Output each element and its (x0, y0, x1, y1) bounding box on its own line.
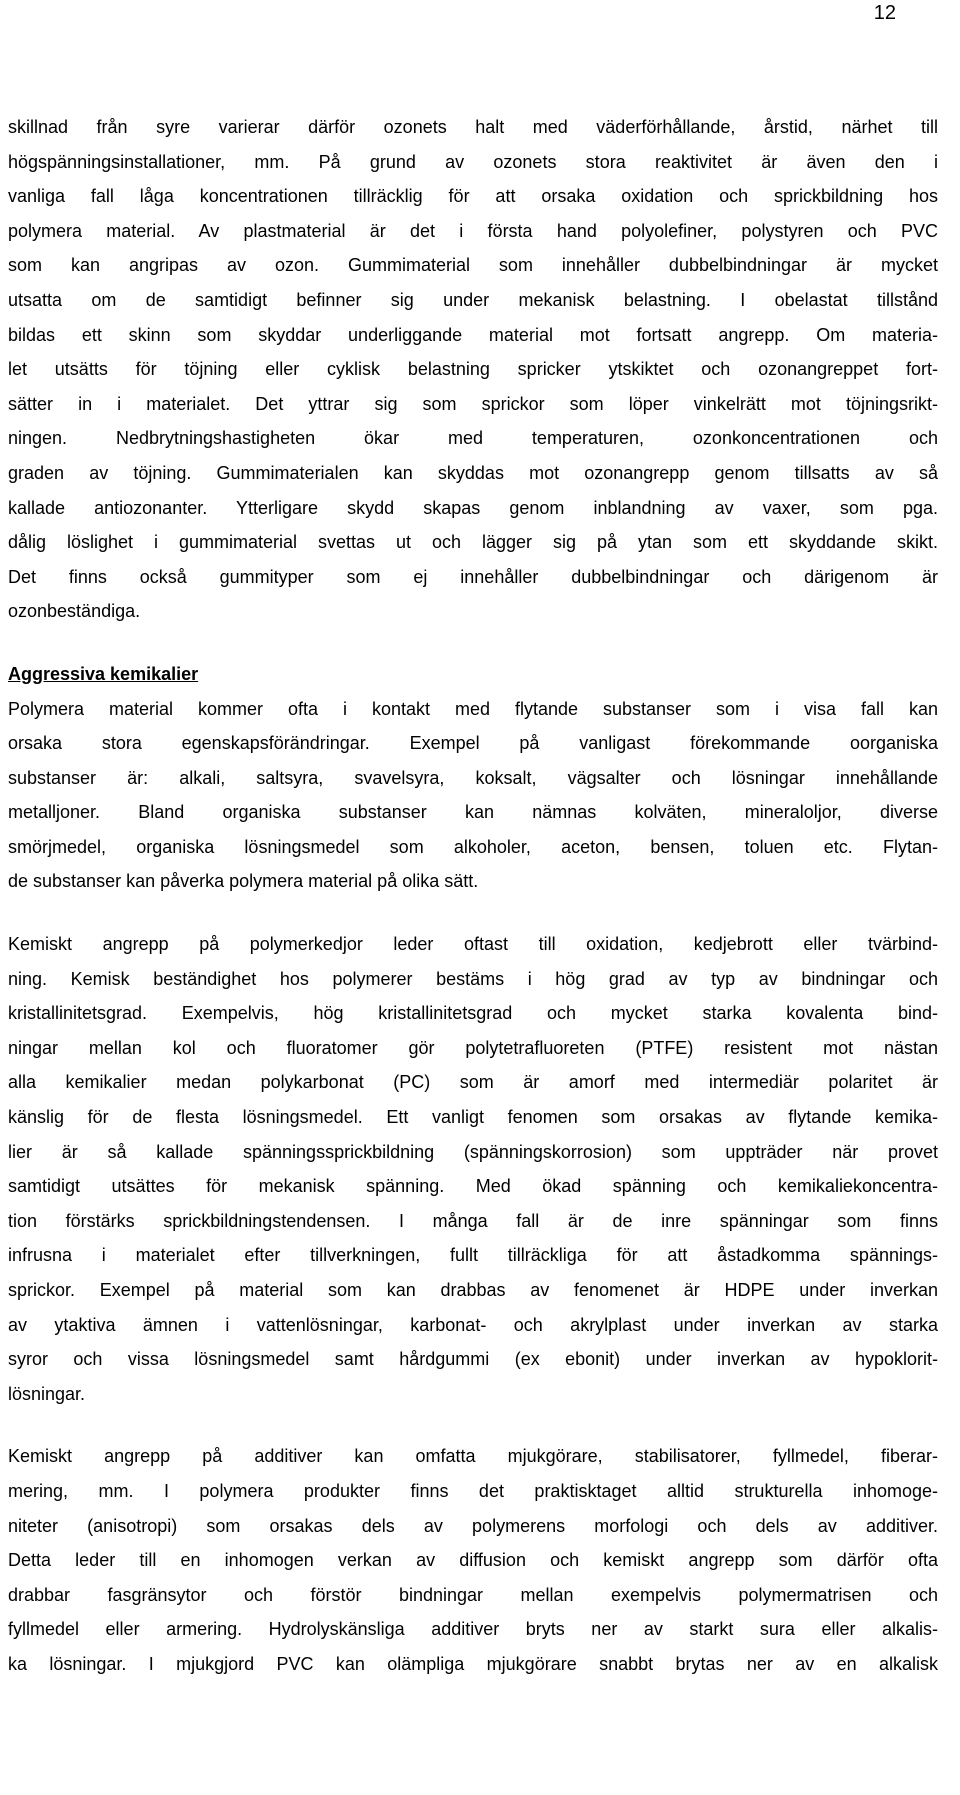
text-line: sprickor. Exempel på material som kan drabbas av fenomenet är HDPE under inverkan (8, 1280, 938, 1300)
paragraph-chemical-attack-additives (8, 1439, 938, 1681)
document-body (8, 110, 938, 1682)
text-line: Kemiskt angrepp på polymerkedjor leder oftast till oxidation, kedjebrott eller tvärbind- (8, 934, 938, 955)
section-heading: Aggressiva kemikalier (8, 663, 199, 684)
text-line: ningen. Nedbrytningshastigheten ökar med temperaturen, ozonkoncentrationen och (8, 428, 938, 449)
text-line: utsatta om de samtidigt befinner sig under mekanisk belastning. I obelastat tillstånd (8, 289, 938, 310)
text-line: substanser är: alkali, saltsyra, svavelsyra, koksalt, vägsalter och lösningar innehållande (8, 767, 938, 788)
text-line: ning. Kemisk beständighet hos polymerer bestäms i hög grad av typ av bindningar och (8, 968, 938, 989)
text-line: lier är så kallade spänningssprickbildning (spänningskorrosion) som uppträder när provet (8, 1141, 938, 1162)
text-line: syror och vissa lösningsmedel samt hårdgummi (ex ebonit) under inverkan av hypoklorit- (8, 1349, 938, 1370)
section-heading-wrapper (8, 657, 938, 692)
text-line: Detta leder till en inhomogen verkan av diffusion och kemiskt angrepp som därför ofta (8, 1550, 938, 1571)
text-line: samtidigt utsättes för mekanisk spänning. Med ökad spänning och kemikaliekoncentra- (8, 1176, 938, 1197)
text-line: bildas ett skinn som skyddar underliggande material mot fortsatt angrepp. Om materia- (8, 324, 938, 345)
paragraph-gap (8, 1411, 938, 1439)
text-line: orsaka stora egenskapsförändringar. Exempel på vanligast förekommande oorganiska (8, 733, 938, 754)
text-line: ka lösningar. I mjukgjord PVC kan olämpliga mjukgörare snabbt brytas ner av en alkalisk (8, 1653, 938, 1674)
text-line: ozonbeständiga. (8, 601, 141, 622)
paragraph-chemical-attack-chains (8, 927, 938, 1411)
paragraph-gap (8, 629, 938, 657)
text-line: sätter in i materialet. Det yttrar sig som sprickor som löper vinkelrätt mot töjningsrikt- (8, 393, 938, 414)
paragraph-gap (8, 899, 938, 927)
text-line: polymera material. Av plastmaterial är det i första hand polyolefiner, polystyren och PVC (8, 220, 938, 241)
text-line: graden av töjning. Gummimaterialen kan skyddas mot ozonangrepp genom tillsatts av så (8, 462, 938, 483)
text-line: vanliga fall låga koncentrationen tillräcklig för att orsaka oxidation och sprickbildning hos (8, 186, 938, 207)
text-line: tion förstärks sprickbildningstendensen. I många fall är de inre spänningar som finns (8, 1210, 938, 1231)
text-line: infrusna i materialet efter tillverkningen, fullt tillräckliga för att åstadkomma spännings- (8, 1245, 938, 1266)
text-line: let utsätts för töjning eller cyklisk belastning spricker ytskiktet och ozonangreppet fort- (8, 359, 938, 380)
text-line: skillnad från syre varierar därför ozonets halt med väderförhållande, årstid, närhet till (8, 117, 938, 137)
text-line: metalljoner. Bland organiska substanser kan nämnas kolväten, mineraloljor, diverse (8, 802, 938, 823)
paragraph-chemicals-intro (8, 692, 938, 900)
paragraph-ozone (8, 110, 938, 629)
text-line: mering, mm. I polymera produkter finns det praktisktaget alltid strukturella inhomoge- (8, 1480, 938, 1501)
text-line: de substanser kan påverka polymera material på olika sätt. (8, 871, 479, 892)
text-line: högspänningsinstallationer, mm. På grund av ozonets stora reaktivitet är även den i (8, 151, 938, 172)
text-line: dålig löslighet i gummimaterial svettas ut och lägger sig på ytan som ett skyddande skikt. (8, 532, 938, 553)
text-line: Det finns också gummityper som ej innehåller dubbelbindningar och därigenom är (8, 566, 938, 587)
text-line: ningar mellan kol och fluoratomer gör polytetrafluoreten (PTFE) resistent mot nästan (8, 1037, 938, 1058)
text-line: känslig för de flesta lösningsmedel. Ett vanligt fenomen som orsakas av flytande kemika- (8, 1107, 938, 1128)
text-line: fyllmedel eller armering. Hydrolyskänsliga additiver bryts ner av starkt sura eller alkalis- (8, 1619, 938, 1640)
text-line: som kan angripas av ozon. Gummimaterial som innehåller dubbelbindningar är mycket (8, 255, 938, 276)
text-line: lösningar. (8, 1383, 86, 1404)
text-line: kallade antiozonanter. Ytterligare skydd skapas genom inblandning av vaxer, som pga. (8, 497, 938, 518)
text-line: Polymera material kommer ofta i kontakt med flytande substanser som i visa fall kan (8, 698, 938, 719)
text-line: av ytaktiva ämnen i vattenlösningar, karbonat- och akrylplast under inverkan av starka (8, 1314, 938, 1335)
text-line: smörjmedel, organiska lösningsmedel som alkoholer, aceton, bensen, toluen etc. Flytan- (8, 836, 938, 857)
text-line: Kemiskt angrepp på additiver kan omfatta mjukgörare, stabilisatorer, fyllmedel, fiberar- (8, 1446, 938, 1467)
text-line: kristallinitetsgrad. Exempelvis, hög kristallinitetsgrad och mycket starka kovalenta bind- (8, 1003, 938, 1024)
text-line: alla kemikalier medan polykarbonat (PC) som är amorf med intermediär polaritet är (8, 1072, 938, 1093)
text-line: drabbar fasgränsytor och förstör bindningar mellan exempelvis polymermatrisen och (8, 1584, 938, 1605)
text-line: niteter (anisotropi) som orsakas dels av polymerens morfologi och dels av additiver. (8, 1515, 938, 1536)
page-number: 12 (873, 2, 896, 24)
